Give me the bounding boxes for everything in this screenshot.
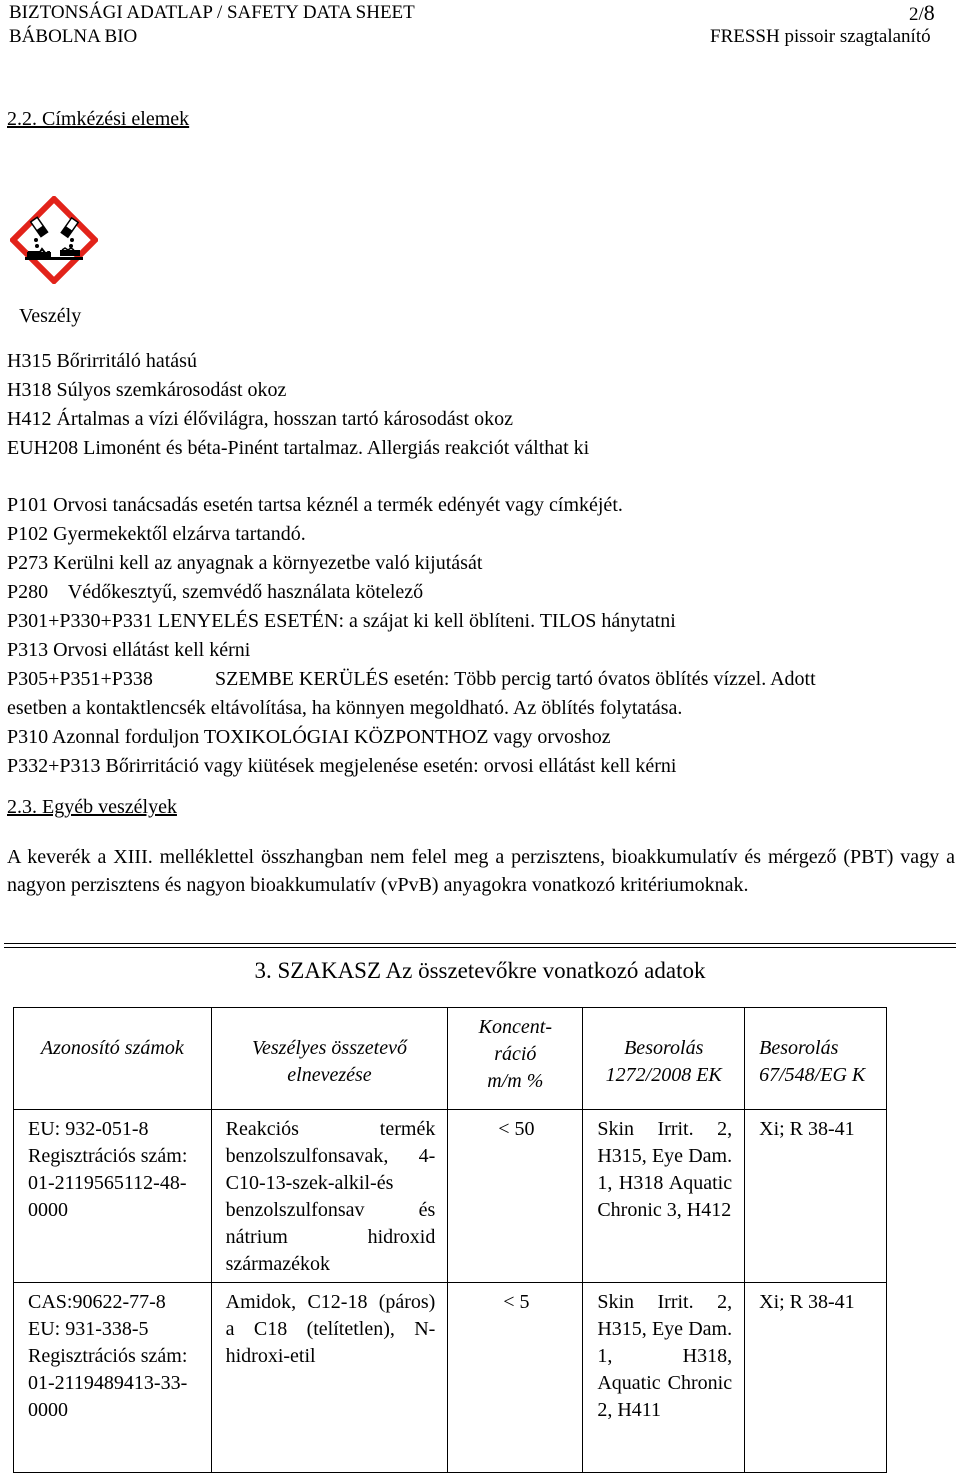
section-2-3-title: 2.3. Egyéb veszélyek [7, 796, 177, 818]
precautionary-code: P305+P351+P338 [7, 668, 153, 690]
table-row [14, 1110, 887, 1283]
cell-concentration: < 50 [498, 1118, 535, 1140]
page-number [909, 0, 935, 26]
cell-ids: EU: 932-051-8 Regisztrációs szám: 01-2119565112-48-0000 [28, 1118, 188, 1221]
header-company-name: BÁBOLNA BIO [9, 26, 138, 47]
hazard-statement: H412 Ártalmas a vízi élővilágra, hosszan tartó károsodást okoz [7, 408, 513, 430]
cell-ids: CAS:90622-77-8 EU: 931-338-5 Regisztrációs szám: 01-2119489413-33-0000 [28, 1291, 188, 1421]
precautionary-statement: P102 Gyermekektől elzárva tartandó. [7, 523, 306, 545]
column-header-clp: Besorolás 1272/2008 EK [605, 1037, 722, 1086]
header-document-title: BIZTONSÁGI ADATLAP / SAFETY DATA SHEET [9, 2, 415, 23]
precautionary-statement: P332+P313 Bőrirritáció vagy kiütések megjelenése esetén: orvosi ellátást kell kérni [7, 755, 677, 777]
column-header-name: Veszélyes összetevő elnevezése [252, 1037, 407, 1086]
cell-dsd: Xi; R 38-41 [759, 1291, 855, 1313]
precautionary-statement: P301+P330+P331 LENYELÉS ESETÉN: a szájat ki kell öblíteni. TILOS hánytatni [7, 610, 676, 632]
column-header-concentration: Koncent-ráció m/m % [478, 1016, 552, 1092]
cell-name: Amidok, C12-18 (páros) a C18 (telítetlen), N-hidroxi-etil [225, 1291, 436, 1367]
precautionary-statement: SZEMBE KERÜLÉS esetén: Több percig tartó óvatos öblítés vízzel. Adott [215, 668, 816, 690]
section-2-2-title: 2.2. Címkézési elemek [7, 108, 190, 130]
page-separator: / [918, 4, 924, 25]
precautionary-statement: P280 Védőkesztyű, szemvédő használata kötelező [7, 581, 424, 603]
precautionary-statement: P310 Azonnal forduljon TOXIKOLÓGIAI KÖZPONTHOZ vagy orvoshoz [7, 726, 611, 748]
precautionary-statement: esetben a kontaktlencsék eltávolítása, ha könnyen megoldható. Az öblítés folytatása. [7, 697, 683, 719]
page-current: 2 [909, 4, 919, 25]
header-product-name: FRESSH pissoir szagtalanító [710, 26, 931, 47]
hazard-statement: EUH208 Limonént és béta-Pinént tartalmaz. Allergiás reakciót válthat ki [7, 437, 590, 459]
section-3-title: 3. SZAKASZ Az összetevőkre vonatkozó adatok [254, 958, 706, 983]
corrosion-pictogram-icon [10, 196, 98, 284]
divider [4, 947, 956, 948]
signal-word: Veszély [19, 305, 82, 327]
cell-clp: Skin Irrit. 2, H315, Eye Dam. 1, H318 Aquatic Chronic 3, H412 [597, 1118, 733, 1221]
cell-dsd: Xi; R 38-41 [759, 1118, 855, 1140]
precautionary-statement: P101 Orvosi tanácsadás esetén tartsa kéznél a termék edényét vagy címkéjét. [7, 494, 623, 516]
cell-name: Reakciós termék benzolszulfonsavak, 4-C10-13-szek-alkil-és benzolszulfonsav és nátrium hidroxid származékok [225, 1118, 436, 1275]
page-total: 8 [923, 0, 935, 25]
table-header-row [14, 1008, 887, 1110]
precautionary-statement: P313 Orvosi ellátást kell kérni [7, 639, 251, 661]
cell-clp: Skin Irrit. 2, H315, Eye Dam. 1, H318, Aquatic Chronic 2, H411 [597, 1291, 733, 1421]
table-row [14, 1283, 887, 1473]
cell-concentration: < 5 [503, 1291, 530, 1313]
column-header-dsd: Besorolás 67/548/EG K [759, 1037, 866, 1086]
composition-table [13, 1007, 887, 1473]
divider [4, 943, 956, 944]
hazard-statement: H318 Súlyos szemkárosodást okoz [7, 379, 287, 401]
hazard-statement: H315 Bőrirritáló hatású [7, 350, 197, 372]
section-2-3-text: A keverék a XIII. melléklettel összhangban nem felel meg a perzisztens, bioakkumulatív és mérgező (PBT) vagy a nagyon perzisztens és nagyon bioakkumulatív (vPvB) anyagokra vonatkozó kritériumoknak. [7, 846, 955, 896]
column-header-ids: Azonosító számok [40, 1037, 184, 1059]
precautionary-statement: P273 Kerülni kell az anyagnak a környezetbe való kijutását [7, 552, 483, 574]
